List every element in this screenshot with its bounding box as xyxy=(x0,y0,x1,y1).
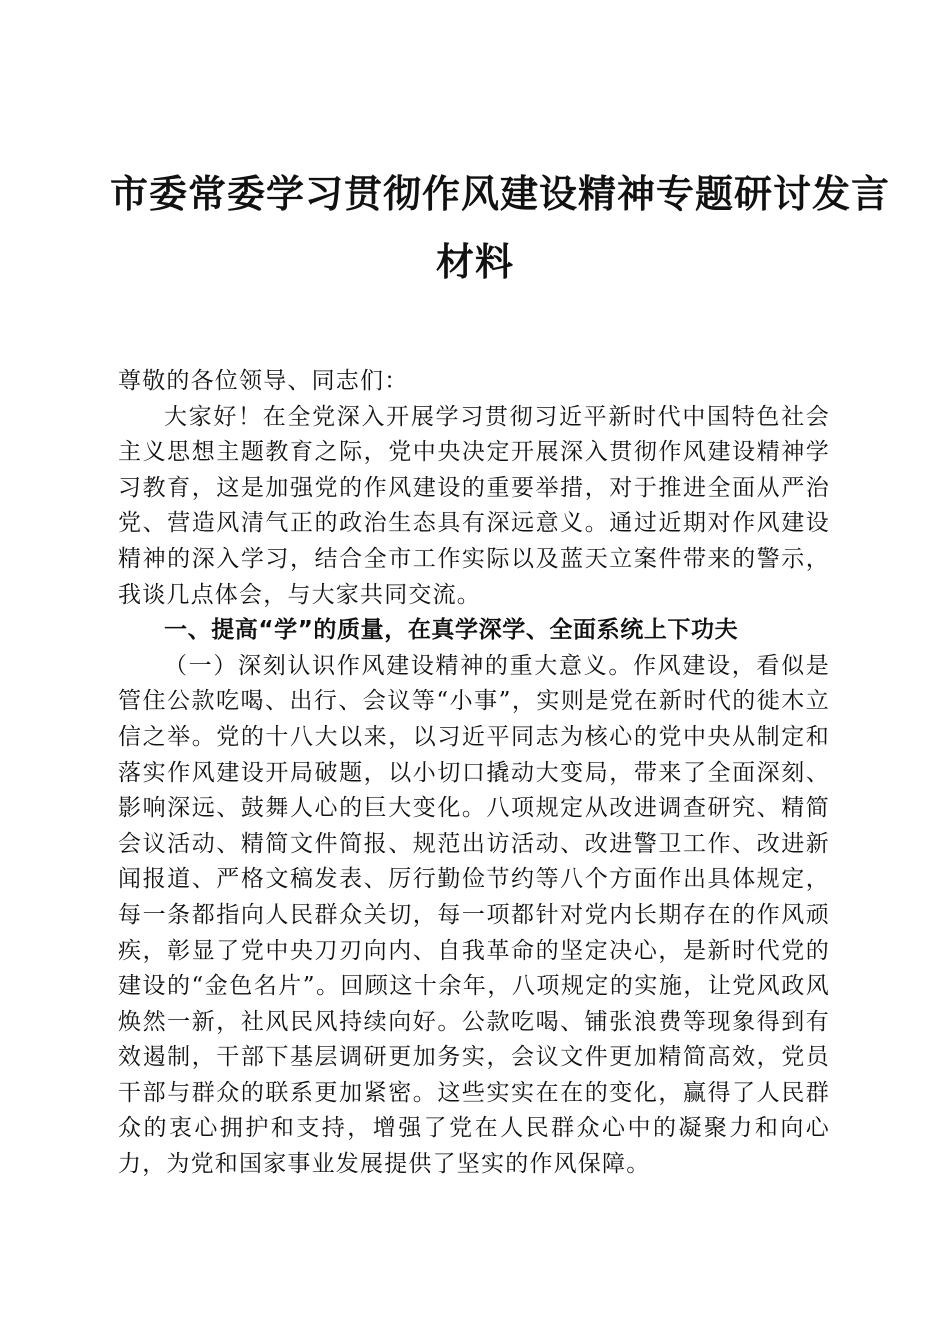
section-1-heading: 一、提高“学”的质量，在真学深学、全面系统上下功夫 xyxy=(164,617,739,644)
section-1-paragraph: （一）深刻认识作风建设精神的重大意义。作风建设，看似是管住公款吃喝、出行、会议等“小事”，实则是党在新时代的徙木立信之举。党的十八大以来，以习近平同志为核心的党中央从制定和落实作风建设开局破题，以小切口撬动大变局，带来了全面深刻、影响深远、鼓舞人心的巨大变化。八项规定从改进调查研究、精简会议活动、精简文件简报、规范出访活动、改进警卫工作、改进新闻报道、严格文稿发表、厉行勤俭节约等八个方面作出具体规定，每一条都指向人民群众关切，每一项都针对党内长期存在的作风顽疾，彰显了党中央刀刃向内、自我革命的坚定决心，是新时代党的建设的“金色名片”。回顾这十余年，八项规定的实施，让党风政风焕然一新，社风民风持续向好。公款吃喝、铺张浪费等现象得到有效遏制，干部下基层调研更加务实，会议文件更加精简高效，党员干部与群众的联系更加紧密。这些实实在在的变化，赢得了人民群众的衷心拥护和支持，增强了党在人民群众心中的凝聚力和向心力，为党和国家事业发展提供了坚实的作风保障。 xyxy=(118,652,830,1178)
document-title-line-1: 市委常委学习贯彻作风建设精神专题研讨发言 xyxy=(110,172,891,216)
salutation: 尊敬的各位领导、同志们： xyxy=(118,368,409,394)
document-title-line-2: 材料 xyxy=(435,240,514,284)
document-body xyxy=(118,364,830,1183)
intro-paragraph: 大家好！在全党深入开展学习贯彻习近平新时代中国特色社会主义思想主题教育之际，党中央决定开展深入贯彻作风建设精神学习教育，这是加强党的作风建设的重要举措，对于推进全面从严治党、营造风清气正的政治生态具有深远意义。通过近期对作风建设精神的深入学习，结合全市工作实际以及蓝天立案件带来的警示，我谈几点体会，与大家共同交流。 xyxy=(118,403,830,608)
